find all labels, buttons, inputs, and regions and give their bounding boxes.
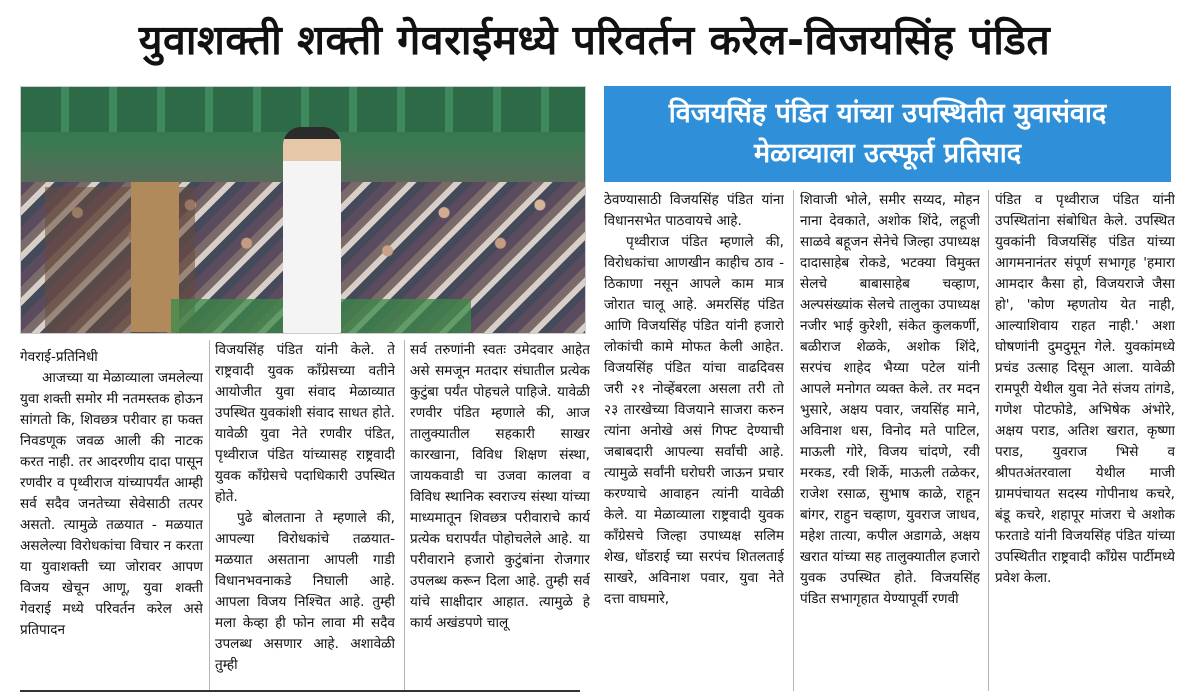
column-divider <box>404 340 405 691</box>
banner-line-2: मेळाव्याला उत्स्फूर्त प्रतिसाद <box>753 138 1022 169</box>
article-paragraph: ठेवण्यासाठी विजयसिंह पंडित यांना विधानसभेत पाठवायचे आहे. <box>604 192 784 229</box>
banner-line-1: विजयसिंह पंडित यांच्या उपस्थितीत युवासंवाद <box>668 98 1107 129</box>
column-divider <box>793 190 794 691</box>
article-column-2 <box>215 340 395 691</box>
column-divider <box>209 340 210 691</box>
headline: युवाशक्ती शक्ती गेवराईमध्ये परिवर्तन करेल-विजयसिंह पंडित <box>138 16 1051 64</box>
photo-roof <box>21 87 585 132</box>
dateline: गेवराई-प्रतिनिधी <box>20 349 98 365</box>
article-paragraph: शिवाजी भोले, समीर सय्यद, मोहन नाना देवकाते, अशोक शिंदे, लहूजी साळवे बहूजन सेनेचे जिल्हा उपाध्यक्ष दादासाहेब रोकडे, भटक्या विमुक्त सेलचे बाबासाहेब चव्हाण, अल्पसंख्यांक सेलचे तालुका उपाध्यक्ष नजीर भाई कुरेशी, संकेत कुलकर्णी, बळीराज शेळके, अशोक शिंदे, सरपंच शाहेद भैय्या पटेल यांनी आपले मनोगत व्यक्त केले. तर मदन भुसारे, अक्षय पवार, जयसिंह माने, अविनाश धस, विनोद मते पाटिल, माऊली गोरे, विजय चांदणे, रवी मरकड, रवी शिर्के, माऊली तळेकर, राजेश रसाळ, सुभाष काळे, राहून बांगर, राहुन चव्हाण, युवराज जाधव, महेश तात्या, कपील अडागळे, अक्षय खरात यांच्या सह तालुक्यातील हजारो युवक उपस्थित होते. विजयसिंह पंडित सभागृहात येण्यापूर्वी रणवी <box>800 192 980 607</box>
news-photo <box>20 86 586 334</box>
column-divider <box>988 190 989 691</box>
subheadline-banner <box>604 86 1171 182</box>
article-column-4 <box>604 190 784 691</box>
bottom-rule <box>20 690 580 692</box>
article-paragraph: पृथ्वीराज पंडित म्हणाले की, विरोधकांचा आणखीन काहीच ठाव - ठिकाणा नसून आपले काम मात्र जोरात चालू आहे. अमरसिंह पंडित आणि विजयसिंह पंडित यांनी हजारो लोकांची कामे मोफत केली आहेत. विजयसिंह पंडित यांचा वाढदिवस जरी २१ नोव्हेंबरला असला तरी तो २३ तारखेच्या विजयाने साजरा करुन त्यांना अनोखे असं गिफ्ट देण्याची जबाबदारी आपल्या सर्वांची आहे. त्यामुळे सर्वांनी घरोघरी जाऊन प्रचार करण्याचे आवाहन त्यांनी यावेळी केले. या मेळाव्याला राष्ट्रवादी युवक कॉंग्रेसचे जिल्हा उपाध्यक्ष सलिम शेख, धोंडराई च्या सरपंच शितलताई साखरे, अविनाश पवार, युवा नेते दत्ता वाघमारे, <box>604 234 784 607</box>
article-column-3 <box>410 340 590 691</box>
article-paragraph: विजयसिंह पंडित यांनी केले. ते राष्ट्रवादी युवक कॉंग्रेसच्या वतीने आयोजीत युवा संवाद मेळाव्यात उपस्थित युवकांशी संवाद साधत होते. यावेळी युवा नेते रणवीर पंडित, पृथ्वीराज पंडित यांच्यासह राष्ट्रवादी युवक कॉंग्रेसचे पदाधिकारी उपस्थित होते. <box>215 342 395 505</box>
article-paragraph: सर्व तरुणांनी स्वतः उमेदवार आहेत असे समजून मतदार संघातील प्रत्येक कुटुंबा पर्यंत पोहचले पाहिजे. यावेळी रणवीर पंडित म्हणाले की, आज तालुक्यातील सहकारी साखर कारखाना, विविध शिक्षण संस्था, जायकवाडी चा उजवा कालवा व विविध स्थानिक स्वराज्य संस्था यांच्या माध्यमातून शिवछत्र परीवाराचे कार्य प्रत्येक घरापर्यंत पोहोचलेले आहे. या परीवाराने हजारो कुटुंबांना रोजगार उपलब्ध करून दिला आहे. तुम्ही सर्व यांचे साक्षीदार आहात. त्यामुळे हे कार्य अखंडपणे चालू <box>410 342 590 631</box>
article-column-1 <box>20 347 203 691</box>
article-paragraph: पुढे बोलताना ते म्हणाले की, आपल्या विरोधकांचे तळयात- मळयात असताना आपली गाडी विधानभवनाकडे निघाली आहे. आपला विजय निश्चित आहे. तुम्ही मला केव्हा ही फोन लावा मी सदैव उपलब्ध असणार आहे. अशावेळी तुम्ही <box>215 510 395 673</box>
article-paragraph: पंडित व पृथ्वीराज पंडित यांनी उपस्थितांना संबोधित केले. उपस्थित युवकांनी विजयसिंह पंडित यांच्या आगमनानंतर संपूर्ण सभागृह 'हमारा आमदार कैसा हो, विजयराजे जैसा हो', 'कोण म्हणतोय येत नाही, आल्याशिवाय राहत नाही.' अशा घोषणांनी दुमदुमून गेले. युवकांमध्ये प्रचंड उत्साह दिसून आला. यावेळी रामपूरी येथील युवा नेते संजय तांगडे, गणेश पोटफोडे, अभिषेक अंभोरे, अक्षय पराड, अतिश खरात, कृष्णा पराड, युवराज भिसे व श्रीपतअंतरवाला येथील माजी ग्रामपंचायत सदस्य गोपीनाथ कचरे, बंडू कचरे, शहापूर मांजरा चे अशोक फरताडे यांनी विजयसिंह पंडित यांच्या उपस्थितीत राष्ट्रवादी कॉंग्रेस पार्टीमध्ये प्रवेश केला. <box>995 192 1175 586</box>
article-column-6 <box>995 190 1175 691</box>
article-column-5 <box>800 190 980 691</box>
article-paragraph: आजच्या या मेळाव्याला जमलेल्या युवा शक्ती समोर मी नतमस्तक होऊन सांगतो कि, शिवछत्र परीवार हा फक्त निवडणूक जवळ आली की नाटक करत नाही. तर आदरणीय दादा पासून रणवीर व पृथ्वीराज यांच्यापर्यंत आम्ही सर्व सदैव जनतेच्या सेवेसाठी तत्पर असतो. त्यामुळे तळयात - मळयात असलेल्या विरोधकांचा विचार न करता या युवाशक्ती च्या जोरावर आपण विजय खेचून आणू, युवा शक्ती गेवराई मध्ये परिवर्तन करेल असे प्रतिपादन <box>20 370 203 638</box>
photo-speaker-figure <box>283 127 341 334</box>
